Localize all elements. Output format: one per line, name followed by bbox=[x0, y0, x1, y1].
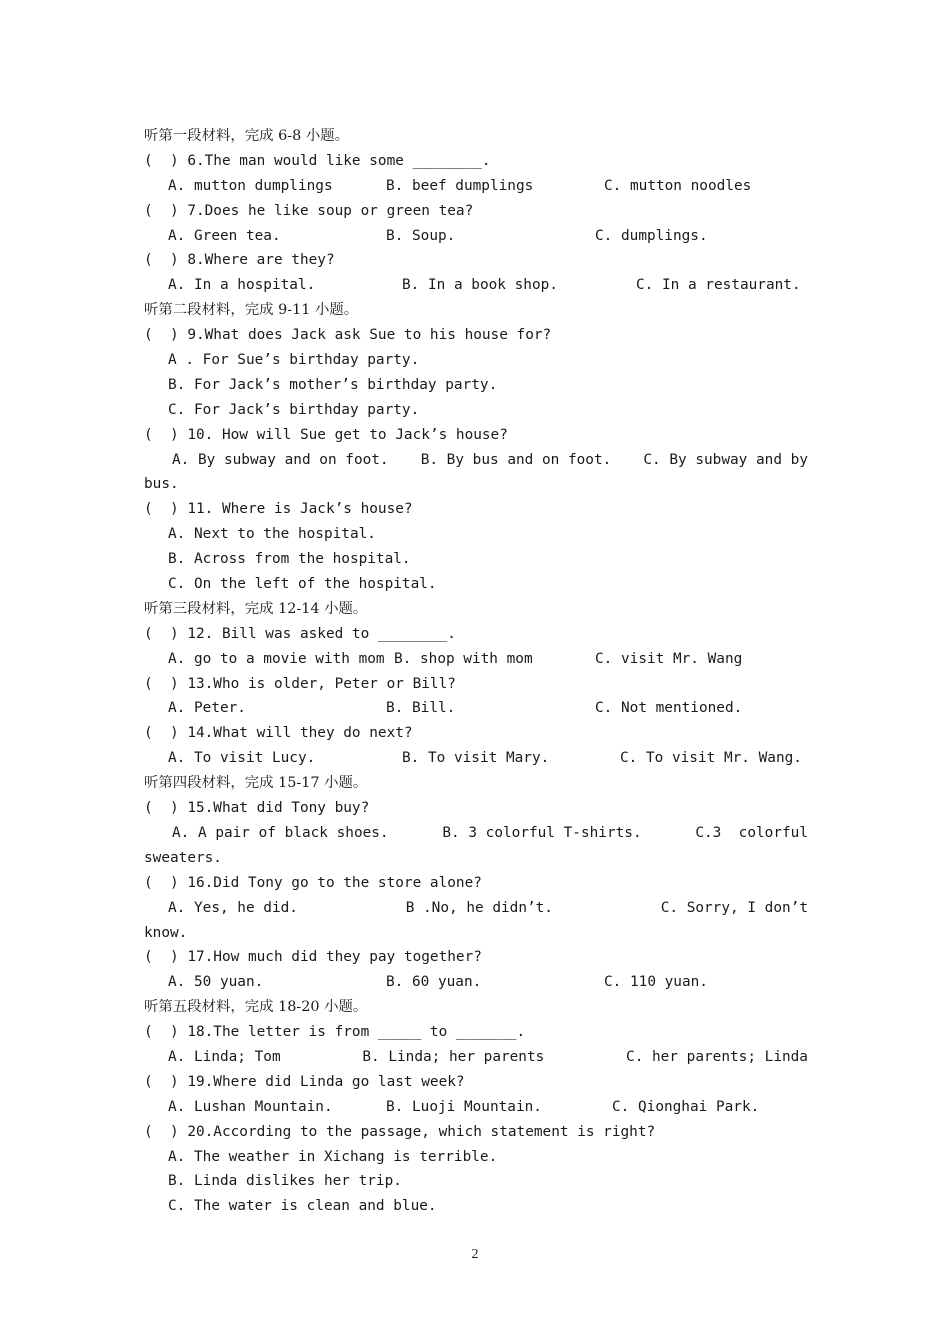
option-a: A . For Sue’s birthday party. bbox=[168, 352, 420, 369]
question-stem: ( ) 20.According to the passage, which statement is right? bbox=[144, 1123, 656, 1140]
section-heading: 听第一段材料，完成 6-8 小题。 bbox=[144, 128, 350, 144]
section-heading: 听第五段材料，完成 18-20 小题。 bbox=[144, 999, 368, 1016]
option-c: C. Not mentioned. bbox=[595, 700, 743, 717]
option-c: C. To visit Mr. Wang. bbox=[620, 750, 802, 767]
option-a: A. Peter. bbox=[168, 700, 246, 717]
option-c: C. The water is clean and blue. bbox=[168, 1198, 437, 1215]
option-c: C. For Jack’s birthday party. bbox=[168, 401, 420, 418]
question-stem: ( ) 15.What did Tony buy? bbox=[144, 800, 370, 817]
page-number: 2 bbox=[471, 1247, 479, 1262]
option-b: B. 3 colorful T-shirts. bbox=[442, 824, 642, 841]
options-row bbox=[144, 448, 808, 473]
option-c: C. her parents; Linda bbox=[626, 1048, 808, 1065]
options-row bbox=[144, 696, 808, 721]
options-row bbox=[144, 821, 808, 846]
option-c: C. On the left of the hospital. bbox=[168, 576, 437, 593]
option-a: A. By subway and on foot. bbox=[172, 451, 389, 468]
option-a: A. Green tea. bbox=[168, 227, 281, 244]
option-c-continued: bus. bbox=[144, 476, 179, 493]
question-stem: ( ) 13.Who is older, Peter or Bill? bbox=[144, 675, 456, 692]
question-stem: ( ) 6.The man would like some ________. bbox=[144, 152, 491, 169]
option-c: C. Qionghai Park. bbox=[612, 1098, 760, 1115]
option-c: C. Sorry, I don’t bbox=[660, 899, 808, 916]
options-row bbox=[144, 174, 808, 199]
option-b: B. Bill. bbox=[386, 700, 456, 717]
option-c: C. In a restaurant. bbox=[636, 277, 801, 294]
question-list bbox=[144, 124, 808, 1219]
option-c-continued: know. bbox=[144, 924, 188, 941]
options-row bbox=[144, 224, 808, 249]
question-stem: ( ) 9.What does Jack ask Sue to his house for? bbox=[144, 327, 552, 344]
option-c-continued: sweaters. bbox=[144, 849, 222, 866]
option-b: B. Luoji Mountain. bbox=[386, 1098, 542, 1115]
question-stem: ( ) 18.The letter is from _____ to _______. bbox=[144, 1024, 526, 1041]
option-b: B. 60 yuan. bbox=[386, 974, 482, 991]
option-b: B. beef dumplings bbox=[386, 177, 534, 194]
option-b: B. For Jack’s mother’s birthday party. bbox=[168, 376, 498, 393]
question-stem: ( ) 7.Does he like soup or green tea? bbox=[144, 202, 474, 219]
option-a: A. Yes, he did. bbox=[168, 899, 298, 916]
option-c: C. mutton noodles bbox=[604, 177, 752, 194]
option-c: C. visit Mr. Wang bbox=[595, 650, 743, 667]
options-row bbox=[144, 1045, 808, 1070]
question-stem: ( ) 16.Did Tony go to the store alone? bbox=[144, 874, 482, 891]
option-c: C.3 colorful bbox=[695, 824, 808, 841]
option-b: B. Linda dislikes her trip. bbox=[168, 1173, 402, 1190]
option-b: B. shop with mom bbox=[394, 650, 533, 667]
option-b: B. Across from the hospital. bbox=[168, 551, 411, 568]
option-a: A. Linda; Tom bbox=[168, 1048, 281, 1065]
question-stem: ( ) 8.Where are they? bbox=[144, 252, 335, 269]
option-b: B. In a book shop. bbox=[402, 277, 558, 294]
option-b: B. By bus and on foot. bbox=[420, 451, 612, 468]
section-heading: 听第二段材料，完成 9-11 小题。 bbox=[144, 302, 359, 319]
section-heading: 听第三段材料，完成 12-14 小题。 bbox=[144, 600, 368, 617]
question-stem: ( ) 11. Where is Jack’s house? bbox=[144, 501, 413, 518]
option-b: B. Linda; her parents bbox=[362, 1048, 545, 1065]
option-b: B. To visit Mary. bbox=[402, 750, 550, 767]
option-a: A. mutton dumplings bbox=[168, 177, 333, 194]
question-stem: ( ) 17.How much did they pay together? bbox=[144, 949, 482, 966]
option-a: A. Lushan Mountain. bbox=[168, 1098, 333, 1115]
options-row bbox=[144, 1095, 808, 1120]
options-row bbox=[144, 970, 808, 995]
options-row bbox=[144, 746, 808, 771]
option-a: A. A pair of black shoes. bbox=[172, 824, 389, 841]
option-a: A. go to a movie with mom bbox=[168, 650, 385, 667]
options-row bbox=[144, 647, 808, 672]
option-b: B. Soup. bbox=[386, 227, 456, 244]
question-stem: ( ) 19.Where did Linda go last week? bbox=[144, 1073, 465, 1090]
option-c: C. By subway and by bbox=[643, 451, 808, 468]
option-a: A. In a hospital. bbox=[168, 277, 316, 294]
question-stem: ( ) 10. How will Sue get to Jack’s house? bbox=[144, 426, 508, 443]
option-c: C. dumplings. bbox=[595, 227, 708, 244]
option-b: B .No, he didn’t. bbox=[405, 899, 553, 916]
option-a: A. Next to the hospital. bbox=[168, 526, 376, 543]
options-row bbox=[144, 273, 808, 298]
question-stem: ( ) 12. Bill was asked to ________. bbox=[144, 625, 456, 642]
option-c: C. 110 yuan. bbox=[604, 974, 708, 991]
option-a: A. 50 yuan. bbox=[168, 974, 264, 991]
option-a: A. To visit Lucy. bbox=[168, 750, 316, 767]
section-heading: 听第四段材料，完成 15-17 小题。 bbox=[144, 775, 368, 792]
option-a: A. The weather in Xichang is terrible. bbox=[168, 1148, 498, 1165]
options-row bbox=[144, 896, 808, 921]
question-stem: ( ) 14.What will they do next? bbox=[144, 725, 413, 742]
